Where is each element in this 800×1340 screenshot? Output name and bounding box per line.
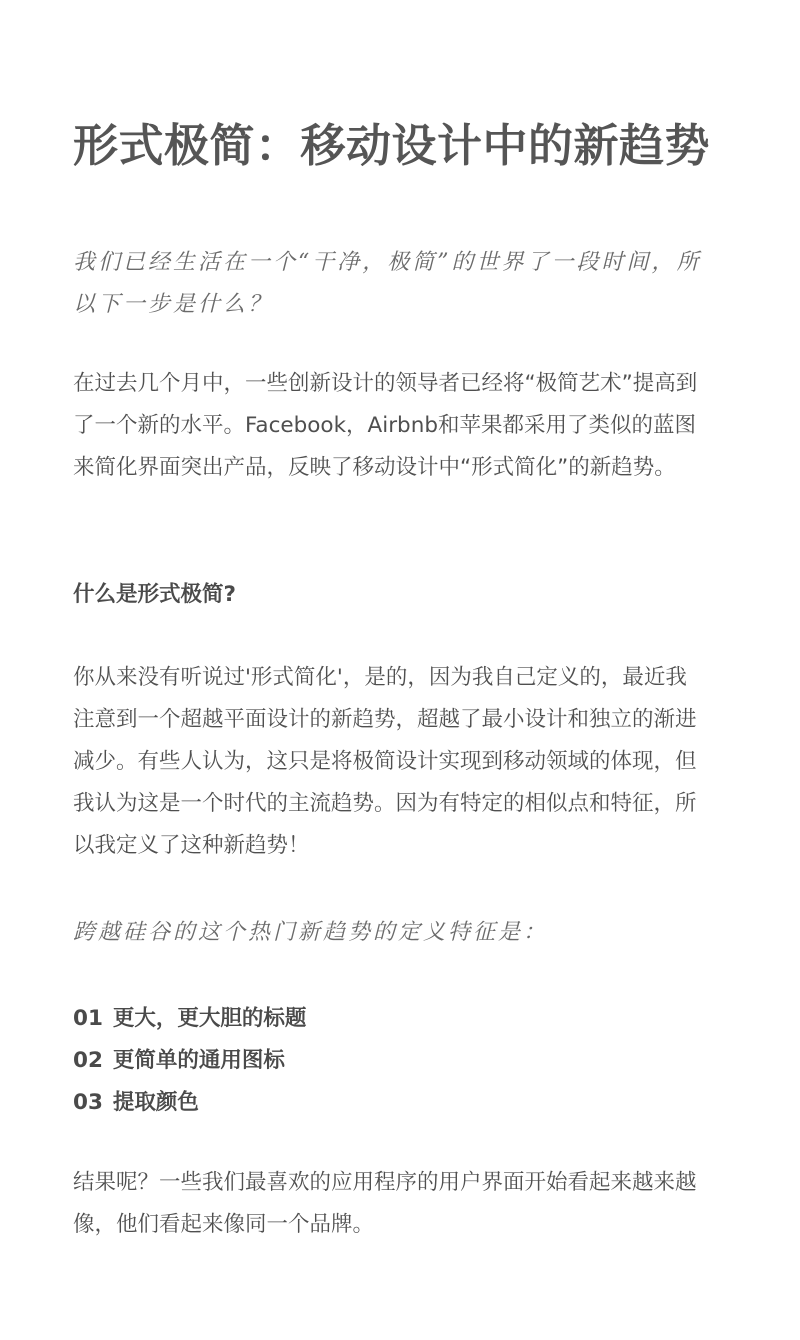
trend-lead: 跨越硅谷的这个热门新趋势的定义特征是： (73, 920, 549, 945)
article-title: 形式极简：移动设计中的新趋势 (73, 119, 711, 172)
feature-number: 01 (73, 1006, 103, 1031)
intro-paragraph: 在过去几个月中，一些创新设计的领导者已经将“极简艺术”提高到了一个新的水平。Facebook，Airbnb和苹果都采用了类似的蓝图来简化界面突出产品，反映了移动设计中“形式简化”的新趋势。 (73, 371, 698, 480)
body-paragraph: 你从来没有听说过'形式简化'，是的，因为我自己定义的，最近我注意到一个超越平面设计的新趋势，超越了最小设计和独立的渐进减少。有些人认为，这只是将极简设计实现到移动领域的体现，但我认为这是一个时代的主流趋势。因为有特定的相似点和特征，所以我定义了这种新趋势！ (73, 665, 697, 858)
feature-list (73, 998, 306, 1124)
feature-text: 更简单的通用图标 (112, 1048, 285, 1073)
conclusion-paragraph: 结果呢？一些我们最喜欢的应用程序的用户界面开始看起来越来越像，他们看起来像同一个品牌。 (73, 1170, 697, 1237)
feature-text: 更大，更大胆的标题 (112, 1006, 307, 1031)
section-heading: 什么是形式极简? (73, 582, 236, 607)
feature-number: 02 (73, 1048, 103, 1073)
feature-item (73, 1082, 306, 1124)
feature-item (73, 998, 306, 1040)
feature-text: 提取颜色 (112, 1090, 199, 1115)
feature-number: 03 (73, 1090, 103, 1115)
handwritten-quote: 我们已经生活在一个“干净，极简”的世界了一段时间，所以下一步是什么？ (73, 250, 702, 317)
feature-item (73, 1040, 306, 1082)
